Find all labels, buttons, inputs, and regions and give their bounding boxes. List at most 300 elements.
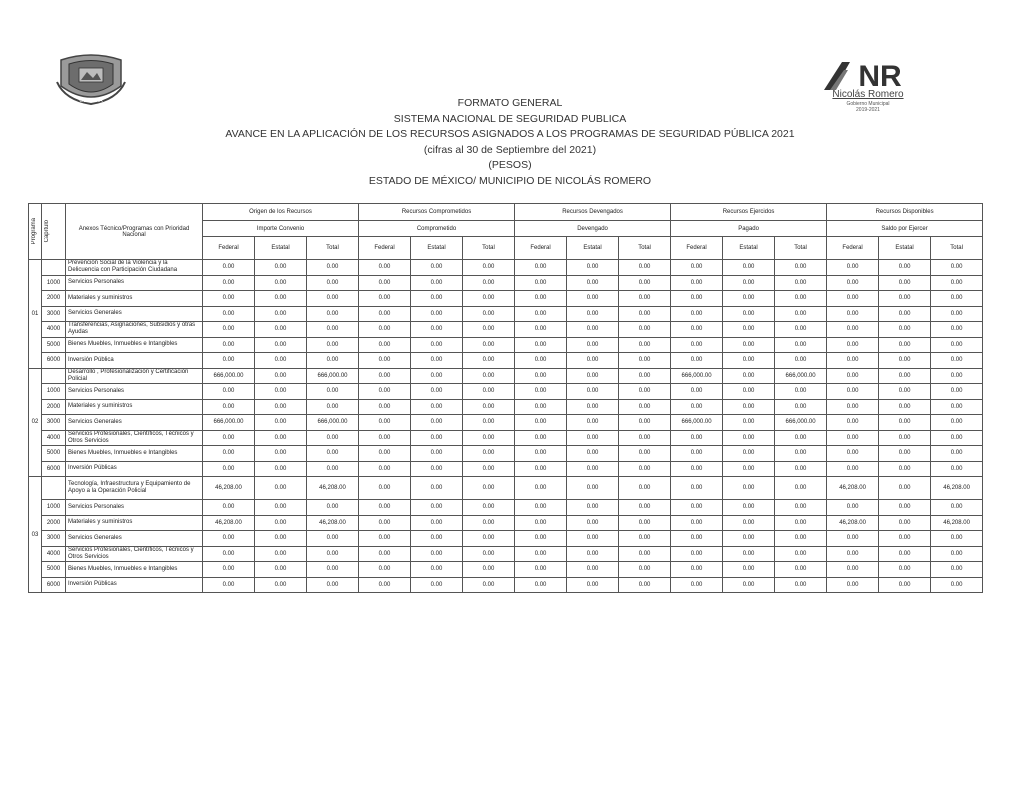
amount-cell: 0.00 [879,384,931,400]
amount-cell: 0.00 [879,461,931,477]
amount-cell: 0.00 [879,430,931,446]
amount-cell: 0.00 [411,515,463,531]
amount-cell: 0.00 [775,384,827,400]
amount-cell: 0.00 [359,515,411,531]
amount-cell: 0.00 [411,368,463,384]
amount-cell: 0.00 [359,430,411,446]
amount-cell: 0.00 [411,384,463,400]
chapter-code: 5000 [42,562,66,578]
amount-cell: 0.00 [827,399,879,415]
amount-cell: 0.00 [619,384,671,400]
amount-cell: 46,208.00 [931,515,983,531]
amount-cell: 0.00 [515,368,567,384]
program-description: Materiales y suministros [66,399,203,415]
svg-text:Nicolás Romero: Nicolás Romero [832,89,904,100]
program-description: Bienes Muebles, Inmuebles e Intangibles [66,446,203,462]
amount-cell: 0.00 [931,500,983,516]
amount-cell: 0.00 [775,577,827,593]
amount-cell: 0.00 [255,291,307,307]
amount-cell: 0.00 [463,415,515,431]
amount-cell: 0.00 [359,415,411,431]
amount-cell: 0.00 [515,531,567,547]
amount-cell: 0.00 [931,291,983,307]
amount-cell: 0.00 [671,577,723,593]
amount-cell: 0.00 [619,415,671,431]
amount-cell: 46,208.00 [203,477,255,500]
amount-cell: 0.00 [359,531,411,547]
amount-cell: 0.00 [307,446,359,462]
amount-cell: 0.00 [255,477,307,500]
program-description: Servicios Personales [66,384,203,400]
amount-cell: 0.00 [567,515,619,531]
amount-cell: 0.00 [307,399,359,415]
amount-cell: 0.00 [307,260,359,276]
amount-cell: 0.00 [203,531,255,547]
amount-cell: 0.00 [775,562,827,578]
column-header: Federal [203,237,255,260]
table-row [29,322,983,338]
amount-cell: 0.00 [827,577,879,593]
amount-cell: 0.00 [359,546,411,562]
table-row [29,337,983,353]
amount-cell: 0.00 [567,291,619,307]
table-row [29,477,983,500]
amount-cell: 0.00 [931,546,983,562]
amount-cell: 0.00 [723,384,775,400]
amount-cell: 0.00 [255,430,307,446]
amount-cell: 0.00 [463,399,515,415]
amount-cell: 0.00 [723,260,775,276]
chapter-code: 1000 [42,275,66,291]
table-row [29,430,983,446]
amount-cell: 0.00 [619,399,671,415]
amount-cell: 0.00 [567,337,619,353]
amount-cell: 0.00 [359,399,411,415]
group-subheader: Pagado [671,221,827,237]
program-description: Servicios Generales [66,306,203,322]
amount-cell: 46,208.00 [307,477,359,500]
amount-cell: 0.00 [827,415,879,431]
amount-cell: 0.00 [463,577,515,593]
group-header: Recursos Ejercidos [671,204,827,221]
document-title: FORMATO GENERAL [457,97,563,109]
amount-cell: 0.00 [671,461,723,477]
program-description: Transferencias, Asignaciones, Subsidios y otras Ayudas [66,322,203,338]
amount-cell: 0.00 [567,384,619,400]
amount-cell: 666,000.00 [671,368,723,384]
group-header: Origen de los Recursos [203,204,359,221]
svg-text:NR: NR [858,60,902,93]
amount-cell: 0.00 [463,430,515,446]
amount-cell: 0.00 [619,461,671,477]
amount-cell: 0.00 [203,500,255,516]
amount-cell: 0.00 [879,577,931,593]
amount-cell: 0.00 [619,531,671,547]
chapter-code: 4000 [42,322,66,338]
amount-cell: 0.00 [671,337,723,353]
chapter-code: 3000 [42,306,66,322]
amount-cell: 0.00 [775,500,827,516]
amount-cell: 0.00 [671,500,723,516]
group-header: Recursos Devengados [515,204,671,221]
amount-cell: 0.00 [723,477,775,500]
program-description: Materiales y suministros [66,515,203,531]
amount-cell: 0.00 [203,291,255,307]
amount-cell: 0.00 [931,322,983,338]
table-row [29,368,983,384]
program-description: Inversión Pública [66,353,203,369]
amount-cell: 0.00 [203,577,255,593]
amount-cell: 0.00 [411,337,463,353]
amount-cell: 0.00 [827,368,879,384]
amount-cell: 0.00 [515,446,567,462]
amount-cell: 0.00 [463,353,515,369]
group-subheader: Saldo por Ejercer [827,221,983,237]
amount-cell: 0.00 [671,446,723,462]
amount-cell: 0.00 [931,337,983,353]
amount-cell: 0.00 [255,461,307,477]
amount-cell: 0.00 [723,500,775,516]
chapter-code: 6000 [42,461,66,477]
amount-cell: 0.00 [255,260,307,276]
amount-cell: 666,000.00 [671,415,723,431]
amount-cell: 0.00 [515,430,567,446]
amount-cell: 0.00 [255,353,307,369]
amount-cell: 0.00 [931,577,983,593]
amount-cell: 0.00 [619,577,671,593]
amount-cell: 0.00 [827,531,879,547]
program-code: 01 [29,260,42,369]
chapter-code [42,477,66,500]
amount-cell: 46,208.00 [307,515,359,531]
svg-text:Gobierno Municipal: Gobierno Municipal [846,101,890,107]
amount-cell: 0.00 [723,446,775,462]
amount-cell: 0.00 [567,562,619,578]
amount-cell: 0.00 [359,291,411,307]
amount-cell: 0.00 [671,562,723,578]
amount-cell: 0.00 [723,531,775,547]
amount-cell: 0.00 [255,546,307,562]
amount-cell: 0.00 [255,384,307,400]
amount-cell: 0.00 [879,322,931,338]
amount-cell: 0.00 [411,399,463,415]
chapter-code [42,260,66,276]
amount-cell: 0.00 [931,368,983,384]
amount-cell: 0.00 [775,322,827,338]
table-row [29,531,983,547]
amount-cell: 666,000.00 [203,415,255,431]
amount-cell: 0.00 [411,260,463,276]
amount-cell: 0.00 [359,275,411,291]
svg-text:CULTURA: CULTURA [79,98,103,104]
system-name: SISTEMA NACIONAL DE SEGURIDAD PUBLICA [393,112,627,125]
amount-cell: 0.00 [879,562,931,578]
amount-cell: 0.00 [619,446,671,462]
amount-cell: 0.00 [307,562,359,578]
program-description: Tecnología, Infraestructura y Equipamiento de Apoyo a la Operación Policial [66,477,203,500]
chapter-code: 2000 [42,291,66,307]
municipal-coat-of-arms-logo [55,52,127,108]
amount-cell: 0.00 [931,275,983,291]
amount-cell: 0.00 [775,477,827,500]
svg-text:2019-2021: 2019-2021 [856,107,880,113]
amount-cell: 0.00 [463,562,515,578]
amount-cell: 0.00 [879,291,931,307]
amount-cell: 0.00 [567,500,619,516]
amount-cell: 0.00 [307,461,359,477]
amount-cell: 0.00 [255,531,307,547]
amount-cell: 0.00 [203,306,255,322]
amount-cell: 0.00 [619,477,671,500]
amount-cell: 0.00 [567,306,619,322]
amount-cell: 46,208.00 [203,515,255,531]
table-row [29,260,983,276]
amount-cell: 0.00 [203,275,255,291]
amount-cell: 0.00 [255,446,307,462]
amount-cell: 0.00 [775,337,827,353]
amount-cell: 0.00 [567,322,619,338]
amount-cell: 0.00 [411,353,463,369]
amount-cell: 0.00 [827,260,879,276]
amount-cell: 0.00 [671,306,723,322]
amount-cell: 0.00 [307,430,359,446]
amount-cell: 0.00 [359,306,411,322]
amount-cell: 0.00 [827,384,879,400]
amount-cell: 0.00 [671,531,723,547]
amount-cell: 0.00 [411,322,463,338]
amount-cell: 0.00 [515,500,567,516]
group-header: Recursos Disponibles [827,204,983,221]
amount-cell: 0.00 [827,291,879,307]
program-description: Prevención Social de la Violencia y la Delicuencia con Participación Ciudadana [66,260,203,276]
column-header: Total [775,237,827,260]
amount-cell: 0.00 [515,275,567,291]
program-code: 02 [29,368,42,477]
amount-cell: 0.00 [255,368,307,384]
amount-cell: 0.00 [879,368,931,384]
amount-cell: 0.00 [255,500,307,516]
amount-cell: 0.00 [879,306,931,322]
group-subheader: Comprometido [359,221,515,237]
amount-cell: 0.00 [515,337,567,353]
amount-cell: 0.00 [411,562,463,578]
table-row [29,515,983,531]
nicolas-romero-logo [822,58,912,114]
program-description: Servicios Personales [66,275,203,291]
amount-cell: 666,000.00 [775,368,827,384]
amount-cell: 0.00 [203,399,255,415]
amount-cell: 0.00 [827,461,879,477]
amount-cell: 0.00 [359,368,411,384]
amount-cell: 0.00 [723,337,775,353]
amount-cell: 0.00 [567,415,619,431]
amount-cell: 0.00 [931,430,983,446]
amount-cell: 0.00 [515,399,567,415]
amount-cell: 46,208.00 [827,515,879,531]
amount-cell: 0.00 [359,461,411,477]
amount-cell: 0.00 [255,577,307,593]
table-body [29,260,983,593]
table-row [29,461,983,477]
amount-cell: 0.00 [879,415,931,431]
amount-cell: 0.00 [203,353,255,369]
table-row [29,399,983,415]
amount-cell: 0.00 [515,322,567,338]
amount-cell: 0.00 [463,337,515,353]
amount-cell: 0.00 [515,384,567,400]
amount-cell: 0.00 [931,415,983,431]
chapter-code: 2000 [42,515,66,531]
program-description: Desarrollo , Profesionalización y Certificación Policial [66,368,203,384]
column-header: Federal [359,237,411,260]
amount-cell: 0.00 [827,306,879,322]
table-row [29,546,983,562]
amount-cell: 0.00 [723,515,775,531]
table-row [29,577,983,593]
amount-cell: 0.00 [463,477,515,500]
column-header: Estatal [411,237,463,260]
amount-cell: 0.00 [411,430,463,446]
amount-cell: 0.00 [307,531,359,547]
amount-cell: 46,208.00 [827,477,879,500]
amount-cell: 0.00 [931,461,983,477]
amount-cell: 0.00 [463,368,515,384]
amount-cell: 0.00 [463,500,515,516]
amount-cell: 0.00 [775,399,827,415]
amount-cell: 0.00 [307,275,359,291]
amount-cell: 0.00 [515,577,567,593]
program-description: Servicios Generales [66,531,203,547]
amount-cell: 0.00 [411,415,463,431]
amount-cell: 0.00 [307,500,359,516]
amount-cell: 0.00 [619,430,671,446]
amount-cell: 0.00 [203,260,255,276]
amount-cell: 0.00 [359,337,411,353]
anexos-header: Anexos Técnico/Programas con Prioridad Nacional [66,204,203,260]
amount-cell: 0.00 [463,446,515,462]
amount-cell: 0.00 [879,275,931,291]
column-header: Estatal [567,237,619,260]
table-row [29,306,983,322]
amount-cell: 0.00 [463,546,515,562]
amount-cell: 0.00 [307,546,359,562]
amount-cell: 0.00 [463,531,515,547]
amount-cell: 0.00 [723,546,775,562]
table-row [29,291,983,307]
table-header [29,204,983,260]
amount-cell: 0.00 [619,562,671,578]
amount-cell: 0.00 [931,353,983,369]
column-header: Total [307,237,359,260]
table-row [29,275,983,291]
amount-cell: 0.00 [567,577,619,593]
amount-cell: 666,000.00 [775,415,827,431]
amount-cell: 0.00 [619,500,671,516]
column-header: Federal [671,237,723,260]
amount-cell: 46,208.00 [931,477,983,500]
amount-cell: 0.00 [203,384,255,400]
amount-cell: 0.00 [411,500,463,516]
amount-cell: 0.00 [775,531,827,547]
capitulo-header: Capítulo [42,204,66,260]
amount-cell: 0.00 [359,562,411,578]
programa-header: Programa [29,204,42,260]
program-description: Inversión Públicas [66,461,203,477]
table-row [29,415,983,431]
amount-cell: 0.00 [879,546,931,562]
amount-cell: 0.00 [567,531,619,547]
amount-cell: 0.00 [723,306,775,322]
amount-cell: 0.00 [879,531,931,547]
chapter-code: 6000 [42,353,66,369]
amount-cell: 0.00 [879,337,931,353]
amount-cell: 0.00 [359,446,411,462]
amount-cell: 0.00 [515,415,567,431]
amount-cell: 0.00 [671,291,723,307]
amount-cell: 0.00 [931,384,983,400]
amount-cell: 0.00 [567,430,619,446]
amount-cell: 0.00 [775,430,827,446]
table-row [29,353,983,369]
program-description: Servicios Profesionales, Científicos, Técnicos y Otros Servicios [66,546,203,562]
amount-cell: 0.00 [827,546,879,562]
amount-cell: 0.00 [515,515,567,531]
amount-cell: 0.00 [879,399,931,415]
amount-cell: 0.00 [463,291,515,307]
amount-cell: 0.00 [775,260,827,276]
amount-cell: 0.00 [775,515,827,531]
program-description: Servicios Generales [66,415,203,431]
amount-cell: 0.00 [515,477,567,500]
program-description: Inversión Públicas [66,577,203,593]
amount-cell: 0.00 [931,399,983,415]
amount-cell: 0.00 [827,337,879,353]
column-header: Estatal [723,237,775,260]
amount-cell: 0.00 [359,477,411,500]
amount-cell: 0.00 [931,446,983,462]
program-description: Bienes Muebles, Inmuebles e Intangibles [66,337,203,353]
program-description: Materiales y suministros [66,291,203,307]
amount-cell: 0.00 [671,399,723,415]
column-header: Estatal [255,237,307,260]
amount-cell: 0.00 [307,577,359,593]
amount-cell: 666,000.00 [307,368,359,384]
amount-cell: 0.00 [463,515,515,531]
amount-cell: 0.00 [255,306,307,322]
amount-cell: 0.00 [567,275,619,291]
amount-cell: 0.00 [723,322,775,338]
amount-cell: 0.00 [567,477,619,500]
program-description: Servicios Profesionales, Científicos, Técnicos y Otros Servicios [66,430,203,446]
amount-cell: 0.00 [255,337,307,353]
column-header: Federal [515,237,567,260]
amount-cell: 0.00 [671,430,723,446]
table-row [29,562,983,578]
amount-cell: 0.00 [359,384,411,400]
amount-cell: 0.00 [567,368,619,384]
amount-cell: 0.00 [463,260,515,276]
amount-cell: 0.00 [359,500,411,516]
amount-cell: 0.00 [567,446,619,462]
amount-cell: 0.00 [619,322,671,338]
amount-cell: 0.00 [827,353,879,369]
amount-cell: 0.00 [619,306,671,322]
amount-cell: 0.00 [515,306,567,322]
chapter-code: 2000 [42,399,66,415]
table-row [29,384,983,400]
column-header: Total [619,237,671,260]
resources-table [28,203,983,593]
